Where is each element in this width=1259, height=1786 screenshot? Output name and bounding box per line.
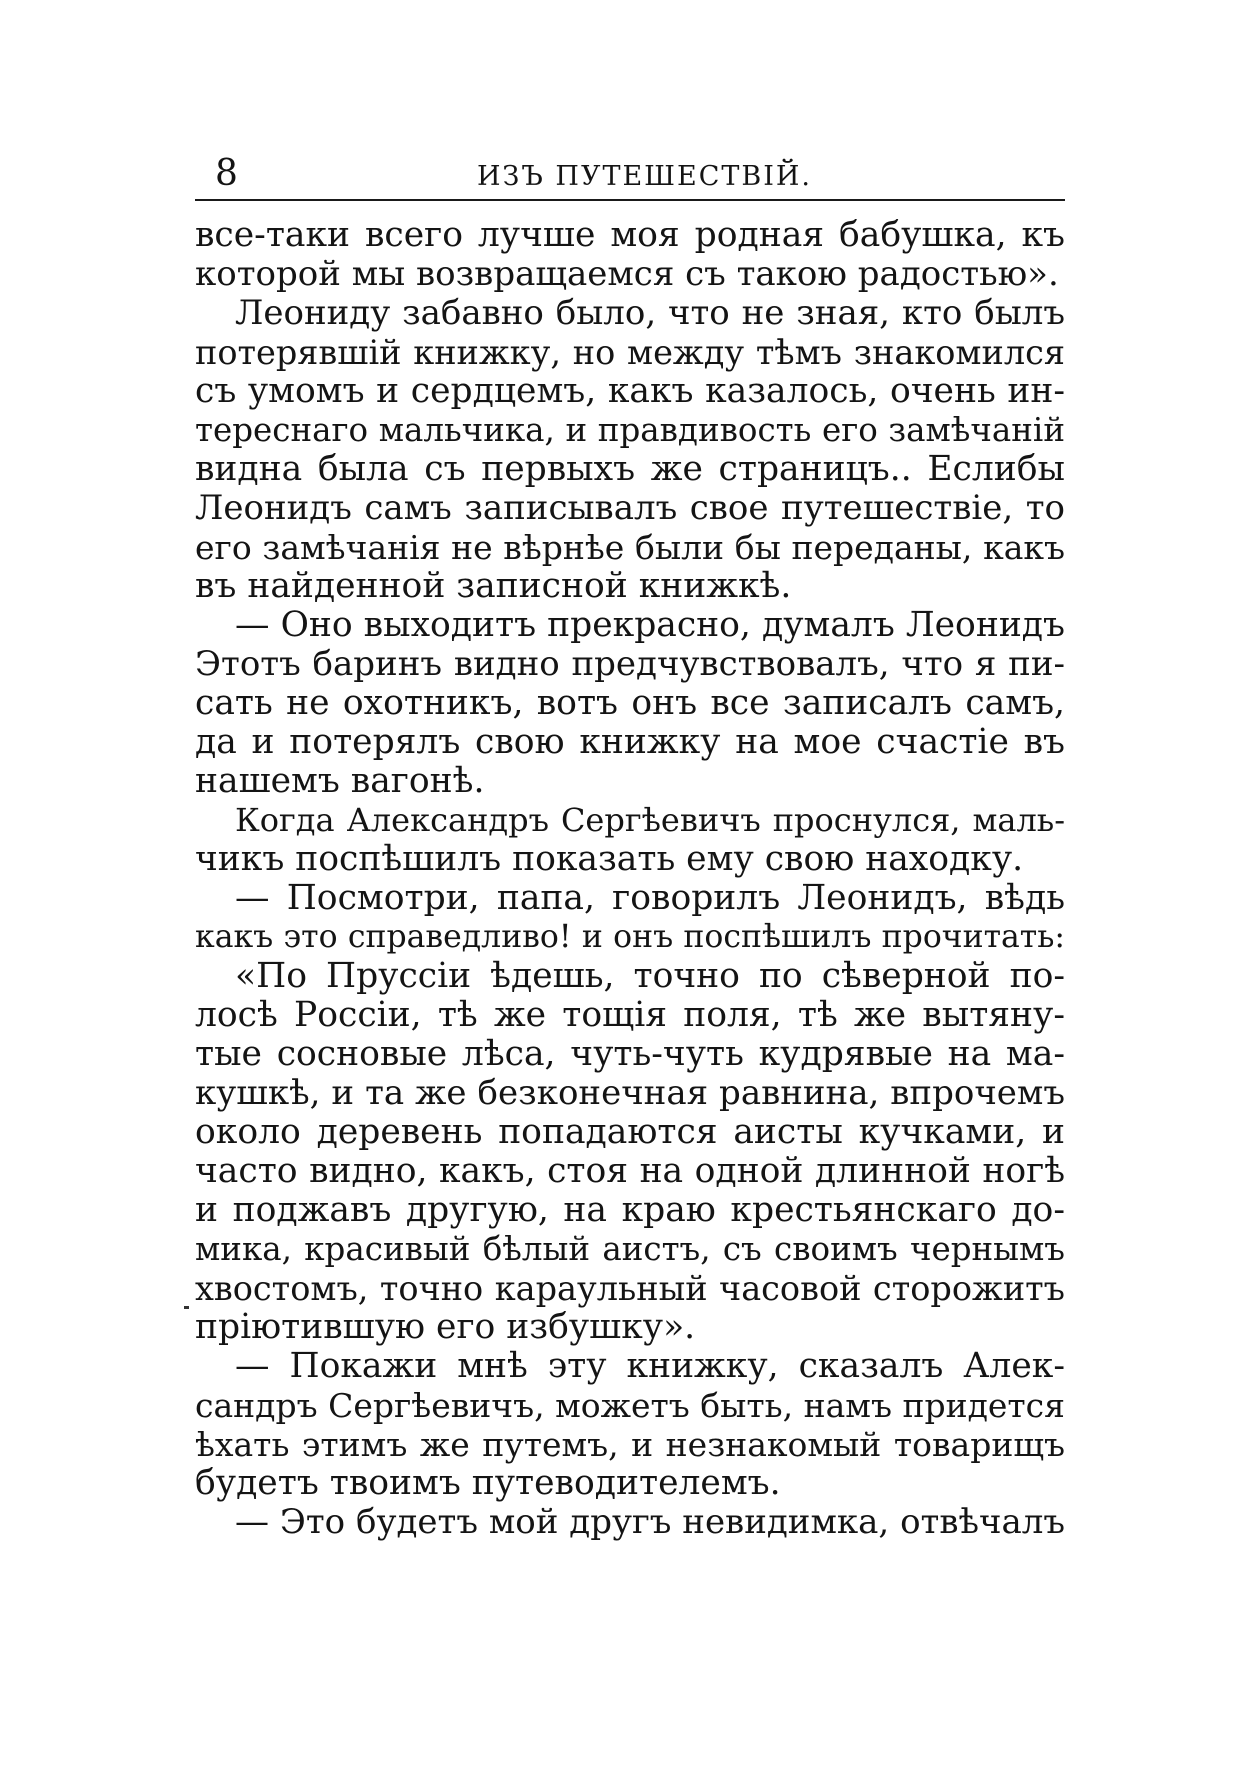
text-line: пріютившую его избушку». — [195, 1307, 696, 1347]
header-rule — [195, 199, 1065, 201]
text-line: — Посмотри, папа, говорилъ Леонидъ, вѣдь — [235, 878, 1065, 918]
text-line: чикъ поспѣшилъ показать ему свою находку. — [195, 839, 1024, 879]
text-line: съ умомъ и сердцемъ, какъ казалось, очень ин- — [195, 371, 1065, 411]
running-head: ИЗЪ ПУТЕШЕСТВІЙ. — [477, 161, 812, 192]
text-line: будетъ твоимъ путеводителемъ. — [195, 1463, 781, 1503]
text-line: кушкѣ, и та же безконечная равнина, впрочемъ — [195, 1073, 1065, 1113]
text-line: — Это будетъ мой другъ невидимка, отвѣчалъ — [235, 1502, 1065, 1542]
print-speck — [184, 1306, 189, 1309]
text-line: тереснаго мальчика, и правдивость его замѣчаній — [195, 411, 1065, 449]
text-line: лосѣ Россіи, тѣ же тощія поля, тѣ же вытяну- — [195, 995, 1065, 1035]
text-line: которой мы возвращаемся съ такою радостью». — [195, 254, 1059, 294]
text-line: потерявшій книжку, но между тѣмъ знакомился — [195, 333, 1065, 372]
text-line: и поджавъ другую, на краю крестьянскаго до- — [195, 1190, 1065, 1230]
text-line: сать не охотникъ, вотъ онъ все записалъ самъ, — [195, 683, 1065, 723]
text-line: видна была съ первыхъ же страницъ.. Еслибы — [195, 449, 1065, 489]
text-line: тые сосновые лѣса, чуть-чуть кудрявые на ма- — [195, 1034, 1065, 1074]
text-line: мика, красивый бѣлый аистъ, съ своимъ чернымъ — [195, 1230, 1065, 1268]
page-header — [195, 150, 1065, 200]
text-line: часто видно, какъ, стоя на одной длинной ногѣ — [195, 1151, 1065, 1191]
text-line: въ найденной записной книжкѣ. — [195, 566, 792, 606]
text-line: да и потерялъ свою книжку на мое счастіе въ — [195, 722, 1065, 762]
text-line: хвостомъ, точно караульный часовой сторожитъ — [195, 1269, 1065, 1308]
text-line: — Оно выходитъ прекрасно, думалъ Леонидъ — [235, 605, 1065, 645]
text-line: все-таки всего лучше моя родная бабушка, къ — [195, 215, 1065, 255]
text-line: какъ это справедливо! и онъ поспѣшилъ прочитать: — [195, 919, 1065, 955]
text-line: Когда Александръ Сергѣевичъ проснулся, маль- — [235, 801, 1065, 839]
text-line: — Покажи мнѣ эту книжку, сказалъ Алек- — [235, 1346, 1065, 1386]
text-line: около деревень попадаются аисты кучками, и — [195, 1112, 1065, 1152]
text-line: сандръ Сергѣевичъ, можетъ быть, намъ придется — [195, 1386, 1065, 1425]
text-line: Этотъ баринъ видно предчувствовалъ, что я пи- — [195, 644, 1065, 684]
text-line: Леонидъ самъ записывалъ свое путешествіе, то — [195, 488, 1065, 528]
text-line: его замѣчанія не вѣрнѣе были бы переданы, какъ — [195, 528, 1065, 567]
text-line: Леониду забавно было, что не зная, кто былъ — [235, 293, 1065, 333]
text-line: нашемъ вагонѣ. — [195, 761, 485, 801]
text-line: «По Пруссіи ѣдешь, точно по сѣверной по- — [235, 956, 1065, 996]
body-text — [195, 216, 1065, 1542]
page-number: 8 — [215, 153, 238, 194]
text-line: ѣхать этимъ же путемъ, и незнакомый товарищъ — [195, 1425, 1065, 1464]
